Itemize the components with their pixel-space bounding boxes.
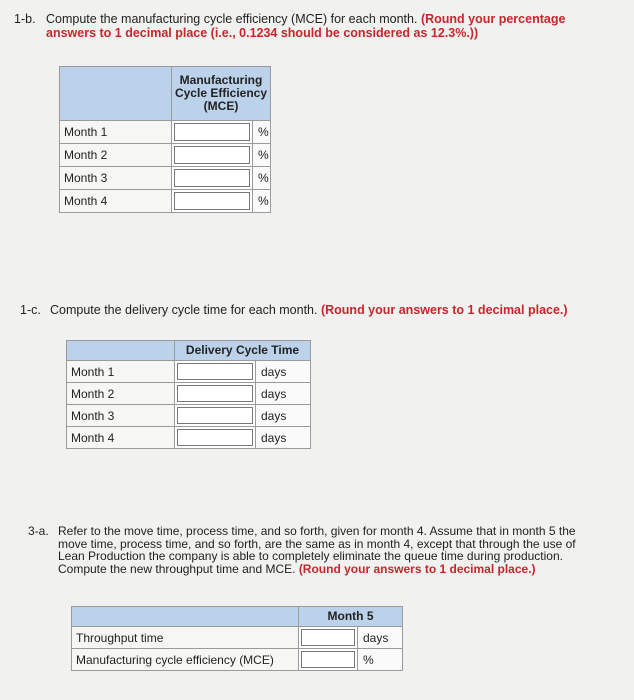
month5-header-blank	[72, 607, 299, 627]
mce-month3-input[interactable]	[172, 167, 253, 190]
mce-row-unit: %	[253, 121, 271, 144]
table-row	[60, 190, 271, 213]
q3a-line3: Lean Production the company is able to completely eliminate the queue time during production.	[58, 549, 563, 563]
mce-header-blank	[60, 67, 172, 121]
delivery-header: Delivery Cycle Time	[175, 341, 311, 361]
mce-month5-input[interactable]	[299, 649, 358, 671]
mce-row-label: Month 1	[60, 121, 172, 144]
delivery-month3-input[interactable]	[175, 405, 256, 427]
q3a-line4: Compute the new throughput time and MCE.	[58, 561, 296, 576]
table-row	[67, 427, 311, 449]
month5-row-label: Throughput time	[72, 627, 299, 649]
mce-table	[59, 66, 271, 213]
delivery-row-label: Month 2	[67, 383, 175, 405]
mce-month4-input[interactable]	[172, 190, 253, 213]
q3a-line1: Refer to the move time, process time, and so forth, given for month 4. Assume that in month 5 the	[58, 524, 576, 538]
delivery-table	[66, 340, 311, 449]
delivery-row-unit: days	[256, 405, 311, 427]
mce-row-label: Month 4	[60, 190, 172, 213]
q1c-text: Compute the delivery cycle time for each month.	[50, 303, 318, 317]
mce-month2-input[interactable]	[172, 144, 253, 167]
mce-row-label: Month 2	[60, 144, 172, 167]
month5-row-unit: %	[358, 649, 403, 671]
month5-row-label: Manufacturing cycle efficiency (MCE)	[72, 649, 299, 671]
q3a-prompt	[28, 525, 576, 575]
q3a-number: 3-a.	[28, 524, 49, 538]
mce-month1-input[interactable]	[172, 121, 253, 144]
table-row	[72, 649, 403, 671]
delivery-header-blank	[67, 341, 175, 361]
mce-row-label: Month 3	[60, 167, 172, 190]
mce-header: Manufacturing Cycle Efficiency (MCE)	[172, 67, 271, 121]
table-row	[72, 627, 403, 649]
delivery-row-unit: days	[256, 383, 311, 405]
q1c-note: (Round your answers to 1 decimal place.)	[320, 303, 568, 317]
delivery-row-label: Month 1	[67, 361, 175, 383]
delivery-month1-input[interactable]	[175, 361, 256, 383]
q1b-note-2: answers to 1 decimal place (i.e., 0.1234 should be considered as 12.3%.))	[46, 26, 479, 40]
q1b-prompt	[14, 12, 565, 40]
delivery-month4-input[interactable]	[175, 427, 256, 449]
delivery-row-label: Month 4	[67, 427, 175, 449]
mce-row-unit: %	[253, 144, 271, 167]
q1b-text: Compute the manufacturing cycle efficiency (MCE) for each month.	[46, 12, 418, 26]
q1b-note-1: (Round your percentage	[420, 12, 566, 26]
month5-table	[71, 606, 403, 671]
mce-row-unit: %	[253, 190, 271, 213]
mce-row-unit: %	[253, 167, 271, 190]
table-row	[67, 361, 311, 383]
table-row	[60, 121, 271, 144]
table-row	[60, 167, 271, 190]
q1b-number: 1-b.	[14, 12, 36, 26]
delivery-row-unit: days	[256, 361, 311, 383]
month5-header: Month 5	[299, 607, 403, 627]
throughput-time-input[interactable]	[299, 627, 358, 649]
q1c-prompt	[20, 303, 568, 317]
q1c-number: 1-c.	[20, 303, 41, 317]
q3a-line2: move time, process time, and so forth, are the same as in month 4, except that through the use of	[58, 536, 576, 551]
table-row	[67, 383, 311, 405]
delivery-row-unit: days	[256, 427, 311, 449]
delivery-month2-input[interactable]	[175, 383, 256, 405]
q3a-note: (Round your answers to 1 decimal place.)	[298, 561, 536, 576]
month5-row-unit: days	[358, 627, 403, 649]
table-row	[67, 405, 311, 427]
delivery-row-label: Month 3	[67, 405, 175, 427]
table-row	[60, 144, 271, 167]
